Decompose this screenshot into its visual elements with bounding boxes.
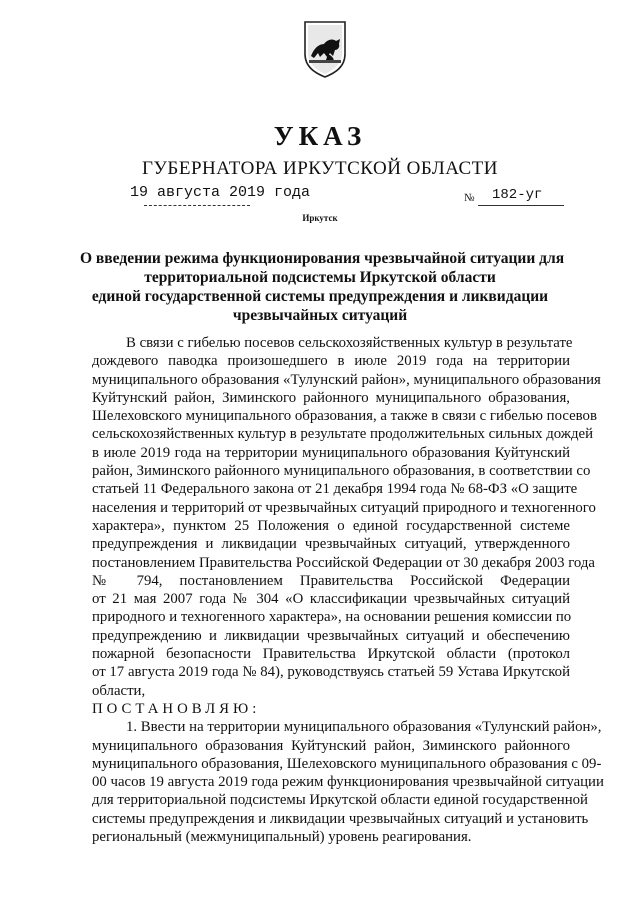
preamble-line: дождевого паводка произошедшего в июле 2019 года на территории: [92, 353, 570, 370]
preamble-line: район, Зиминского районного муниципального образования, в соответствии со: [92, 463, 591, 480]
heading-line: чрезвычайных ситуаций: [232, 307, 408, 324]
preamble-line: природного и техногенного характера», на основании решения комиссии по: [92, 609, 572, 626]
preamble-line: населения и территорий от чрезвычайных ситуаций природного и техногенного: [92, 499, 596, 516]
number-underline: [478, 205, 564, 206]
preamble-line: Куйтунский район, Зиминского районного муниципального образования,: [92, 389, 570, 406]
heading-line: О введении режима функционирования чрезвычайной ситуации для: [80, 250, 565, 267]
item-line: системы предупреждения и ликвидации чрезвычайных ситуаций и установить: [92, 810, 589, 827]
preamble-line: пожарной безопасности Правительства Иркутской области (протокол: [92, 646, 570, 663]
preamble-line: характера», пунктом 25 Положения о единой государственной системе: [92, 517, 570, 534]
preamble-line: в июле 2019 года на территории муниципального образования Куйтунский: [92, 444, 570, 461]
item-line: для территориальной подсистемы Иркутской области единой государственной: [92, 792, 588, 809]
preamble-line: В связи с гибелью посевов сельскохозяйственных культур в результате: [126, 335, 573, 351]
decree-body: [92, 334, 604, 846]
preamble-line: предупреждения и ликвидации чрезвычайных ситуаций, утвержденного: [92, 536, 570, 553]
document-city: Иркутск: [302, 213, 338, 223]
decree-heading: [80, 249, 565, 325]
preamble-line: постановлением Правительства Российской Федерации от 30 декабря 2003 года: [92, 554, 595, 571]
document-number: 182-уг: [492, 187, 543, 203]
item-line: 1. Ввести на территории муниципального образования «Тулунский район»,: [126, 719, 602, 736]
number-sign: №: [464, 192, 475, 204]
document-title: УКАЗ: [273, 121, 367, 151]
decree-word: ПОСТАНОВЛЯЮ:: [92, 700, 261, 717]
preamble-line: сельскохозяйственных культур в результате продолжительных сильных дождей: [92, 426, 594, 443]
irkutsk-coat-of-arms-icon: [302, 20, 348, 78]
item-line: региональный (межмуниципальный) уровень реагирования.: [92, 829, 472, 846]
preamble-line: предупреждению и ликвидации чрезвычайных ситуаций и обеспечению: [92, 627, 570, 644]
item-line: 00 часов 19 августа 2019 года режим функционирования чрезвычайной ситуации: [92, 774, 604, 791]
item-line: муниципального образования, Шелеховского муниципального образования с 09-: [92, 755, 602, 772]
preamble-line: Шелеховского муниципального образования, а также в связи с гибелью посевов: [92, 408, 597, 425]
preamble-line: № 794, постановлением Правительства Российской Федерации: [92, 572, 570, 589]
preamble-line: муниципального образования «Тулунский район», муниципального образования: [92, 371, 601, 388]
heading-line: единой государственной системы предупреждения и ликвидации: [91, 288, 549, 305]
preamble-line: статьей 11 Федерального закона от 21 декабря 1994 года № 68-ФЗ «О защите: [92, 481, 578, 498]
item-line: муниципального образования Куйтунский район, Зиминского районного: [92, 737, 570, 754]
document-subtitle: ГУБЕРНАТОРА ИРКУТСКОЙ ОБЛАСТИ: [142, 158, 498, 179]
document-date: 19 августа 2019 года: [130, 184, 311, 201]
preamble-line: от 17 августа 2019 года № 84), руководствуясь статьей 59 Устава Иркутской: [92, 664, 570, 681]
preamble-line: от 21 мая 2007 года № 304 «О классификации чрезвычайных ситуаций: [92, 591, 570, 608]
preamble-line: области,: [92, 682, 146, 699]
date-underline: [144, 205, 250, 206]
heading-line: территориальной подсистемы Иркутской области: [144, 269, 496, 286]
